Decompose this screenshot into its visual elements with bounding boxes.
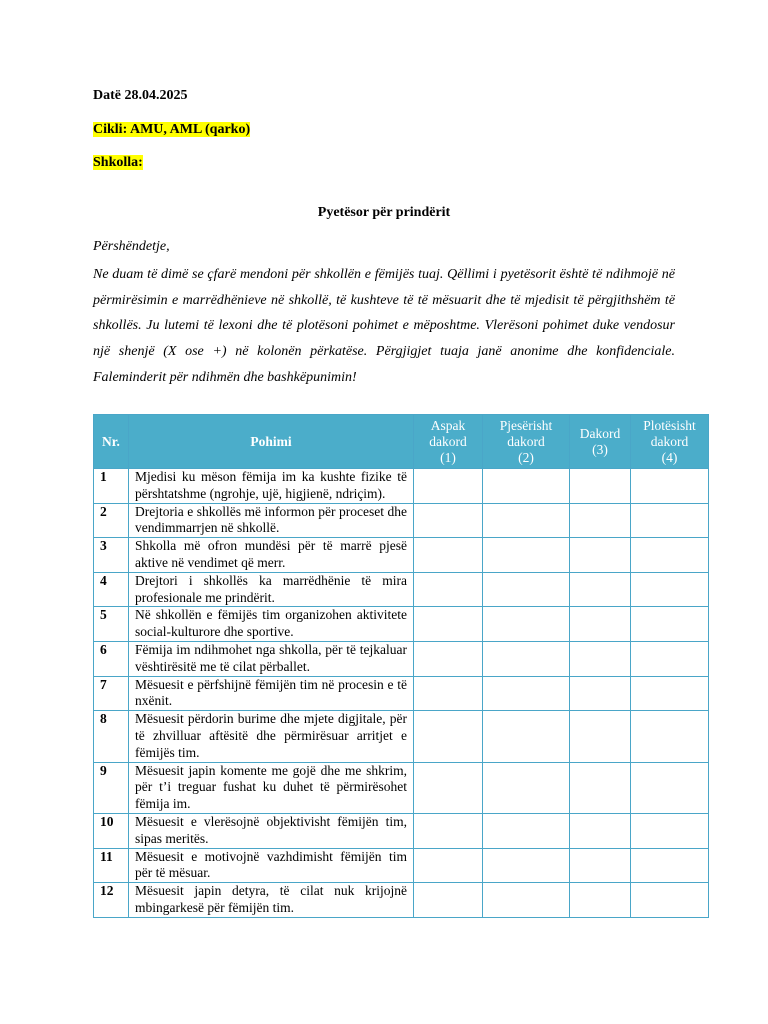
- statement-text: Mësuesit e motivojnë vazhdimisht fëmijën tim për të mësuar.: [129, 848, 414, 883]
- table-row: [94, 676, 709, 711]
- table-row: [94, 607, 709, 642]
- col-header-plotesisht: [631, 415, 709, 469]
- col-header-aspak-l2: dakord: [429, 433, 467, 449]
- statement-text: Drejtori i shkollës ka marrëdhënie të mira profesionale me prindërit.: [129, 572, 414, 607]
- table-row: [94, 883, 709, 918]
- table-row: [94, 572, 709, 607]
- answer-pjeserisht-dakord-cell[interactable]: [483, 607, 570, 642]
- answer-dakord-cell[interactable]: [570, 469, 631, 504]
- answer-aspak-dakord-cell[interactable]: [414, 711, 483, 762]
- answer-aspak-dakord-cell[interactable]: [414, 676, 483, 711]
- row-number: 11: [94, 848, 129, 883]
- answer-plotesisht-dakord-cell[interactable]: [631, 711, 709, 762]
- row-number: 6: [94, 641, 129, 676]
- col-header-dakord-l2: (3): [592, 441, 608, 457]
- answer-dakord-cell[interactable]: [570, 572, 631, 607]
- answer-aspak-dakord-cell[interactable]: [414, 607, 483, 642]
- table-header-row: [94, 415, 709, 469]
- answer-pjeserisht-dakord-cell[interactable]: [483, 711, 570, 762]
- row-number: 5: [94, 607, 129, 642]
- answer-pjeserisht-dakord-cell[interactable]: [483, 503, 570, 538]
- answer-dakord-cell[interactable]: [570, 813, 631, 848]
- answer-plotesisht-dakord-cell[interactable]: [631, 641, 709, 676]
- answer-pjeserisht-dakord-cell[interactable]: [483, 813, 570, 848]
- answer-aspak-dakord-cell[interactable]: [414, 469, 483, 504]
- answer-plotesisht-dakord-cell[interactable]: [631, 762, 709, 813]
- answer-plotesisht-dakord-cell[interactable]: [631, 538, 709, 573]
- col-header-nr: Nr.: [94, 415, 129, 469]
- row-number: 8: [94, 711, 129, 762]
- answer-plotesisht-dakord-cell[interactable]: [631, 607, 709, 642]
- col-header-plotesisht-l1: Plotësisht: [643, 417, 696, 433]
- table-row: [94, 848, 709, 883]
- answer-aspak-dakord-cell[interactable]: [414, 641, 483, 676]
- answer-plotesisht-dakord-cell[interactable]: [631, 503, 709, 538]
- col-header-pjeserisht-l3: (2): [518, 449, 534, 465]
- answer-plotesisht-dakord-cell[interactable]: [631, 469, 709, 504]
- answer-plotesisht-dakord-cell[interactable]: [631, 572, 709, 607]
- answer-aspak-dakord-cell[interactable]: [414, 762, 483, 813]
- answer-aspak-dakord-cell[interactable]: [414, 572, 483, 607]
- col-header-dakord: [570, 415, 631, 469]
- date-line: Datë 28.04.2025: [93, 88, 188, 103]
- statement-text: Drejtoria e shkollës më informon për proceset dhe vendimmarrjen në shkollë.: [129, 503, 414, 538]
- col-header-dakord-l1: Dakord: [579, 425, 621, 441]
- statement-text: Në shkollën e fëmijës tim organizohen aktivitete social-kulturore dhe sportive.: [129, 607, 414, 642]
- statement-text: Mësuesit e përfshijnë fëmijën tim në procesin e të nxënit.: [129, 676, 414, 711]
- answer-pjeserisht-dakord-cell[interactable]: [483, 883, 570, 918]
- col-header-pjeserisht: [483, 415, 570, 469]
- answer-pjeserisht-dakord-cell[interactable]: [483, 641, 570, 676]
- answer-dakord-cell[interactable]: [570, 607, 631, 642]
- answer-dakord-cell[interactable]: [570, 676, 631, 711]
- answer-plotesisht-dakord-cell[interactable]: [631, 676, 709, 711]
- statement-text: Shkolla më ofron mundësi për të marrë pjesë aktive në vendimet që merr.: [129, 538, 414, 573]
- table-row: [94, 762, 709, 813]
- answer-pjeserisht-dakord-cell[interactable]: [483, 848, 570, 883]
- statement-text: Mjedisi ku mëson fëmija im ka kushte fizike të përshtatshme (ngrohje, ujë, higjienë, ndriçim).: [129, 469, 414, 504]
- answer-dakord-cell[interactable]: [570, 538, 631, 573]
- col-header-aspak-l3: (1): [440, 449, 456, 465]
- answer-pjeserisht-dakord-cell[interactable]: [483, 676, 570, 711]
- col-header-aspak: [414, 415, 483, 469]
- answer-dakord-cell[interactable]: [570, 848, 631, 883]
- answer-pjeserisht-dakord-cell[interactable]: [483, 538, 570, 573]
- answer-dakord-cell[interactable]: [570, 711, 631, 762]
- row-number: 4: [94, 572, 129, 607]
- row-number: 10: [94, 813, 129, 848]
- answer-aspak-dakord-cell[interactable]: [414, 503, 483, 538]
- answer-dakord-cell[interactable]: [570, 762, 631, 813]
- table-row: [94, 711, 709, 762]
- answer-dakord-cell[interactable]: [570, 503, 631, 538]
- school-line: [93, 154, 143, 172]
- cycle-line: [93, 121, 250, 139]
- statement-text: Mësuesit e vlerësojnë objektivisht fëmijën tim, sipas meritës.: [129, 813, 414, 848]
- intro-paragraph: Ne duam të dimë se çfarë mendoni për shkollën e fëmijës tuaj. Qëllimi i pyetësorit është të ndihmojë në përmirësimin e marrëdhënieve në shkollë, të kushteve të të mësuarit dhe të mjedisit të përgjithshëm të shkollës. Ju lutemi të lexoni dhe të plotësoni pohimet e mëposhtme. Vlerësoni pohimet duke vendosur një shenjë (X ose +) në kolonën përkatëse. Përgjigjet tuaja janë anonime dhe konfidenciale. Faleminderit për ndihmën dhe bashkëpunimin!: [93, 267, 675, 385]
- statement-text: Mësuesit japin komente me gojë dhe me shkrim, për t’i treguar fushat ku duhet të përmirësohet fëmija im.: [129, 762, 414, 813]
- cycle-highlight: Cikli: AMU, AML (qarko): [93, 122, 251, 137]
- table-row: [94, 503, 709, 538]
- row-number: 3: [94, 538, 129, 573]
- answer-dakord-cell[interactable]: [570, 641, 631, 676]
- greeting: Përshëndetje,: [93, 239, 170, 254]
- col-header-aspak-l1: Aspak: [430, 417, 466, 433]
- answer-dakord-cell[interactable]: [570, 883, 631, 918]
- row-number: 7: [94, 676, 129, 711]
- table-row: [94, 813, 709, 848]
- answer-aspak-dakord-cell[interactable]: [414, 813, 483, 848]
- statement-text: Fëmija im ndihmohet nga shkolla, për të tejkaluar vështirësitë me të cilat përballet.: [129, 641, 414, 676]
- answer-pjeserisht-dakord-cell[interactable]: [483, 469, 570, 504]
- statement-text: Mësuesit japin detyra, të cilat nuk krijojnë mbingarkesë për fëmijën tim.: [129, 883, 414, 918]
- row-number: 2: [94, 503, 129, 538]
- school-highlight: Shkolla:: [93, 155, 143, 170]
- col-header-pjeserisht-l2: dakord: [507, 433, 545, 449]
- answer-pjeserisht-dakord-cell[interactable]: [483, 572, 570, 607]
- questionnaire-table: [93, 414, 709, 918]
- table-row: [94, 538, 709, 573]
- answer-aspak-dakord-cell[interactable]: [414, 848, 483, 883]
- statement-text: Mësuesit përdorin burime dhe mjete digjitale, për të zhvilluar aftësitë dhe përmirësuar arritjet e fëmijës tim.: [129, 711, 414, 762]
- col-header-pohimi: Pohimi: [129, 415, 414, 469]
- row-number: 12: [94, 883, 129, 918]
- row-number: 1: [94, 469, 129, 504]
- answer-aspak-dakord-cell[interactable]: [414, 538, 483, 573]
- table-row: [94, 469, 709, 504]
- answer-plotesisht-dakord-cell[interactable]: [631, 813, 709, 848]
- col-header-pjeserisht-l1: Pjesërisht: [499, 417, 553, 433]
- answer-plotesisht-dakord-cell[interactable]: [631, 848, 709, 883]
- answer-pjeserisht-dakord-cell[interactable]: [483, 762, 570, 813]
- answer-aspak-dakord-cell[interactable]: [414, 883, 483, 918]
- row-number: 9: [94, 762, 129, 813]
- col-header-plotesisht-l3: (4): [661, 449, 678, 465]
- questionnaire-title: Pyetësor për prindërit: [317, 205, 451, 220]
- answer-plotesisht-dakord-cell[interactable]: [631, 883, 709, 918]
- table-row: [94, 641, 709, 676]
- col-header-plotesisht-l2: dakord: [650, 433, 689, 449]
